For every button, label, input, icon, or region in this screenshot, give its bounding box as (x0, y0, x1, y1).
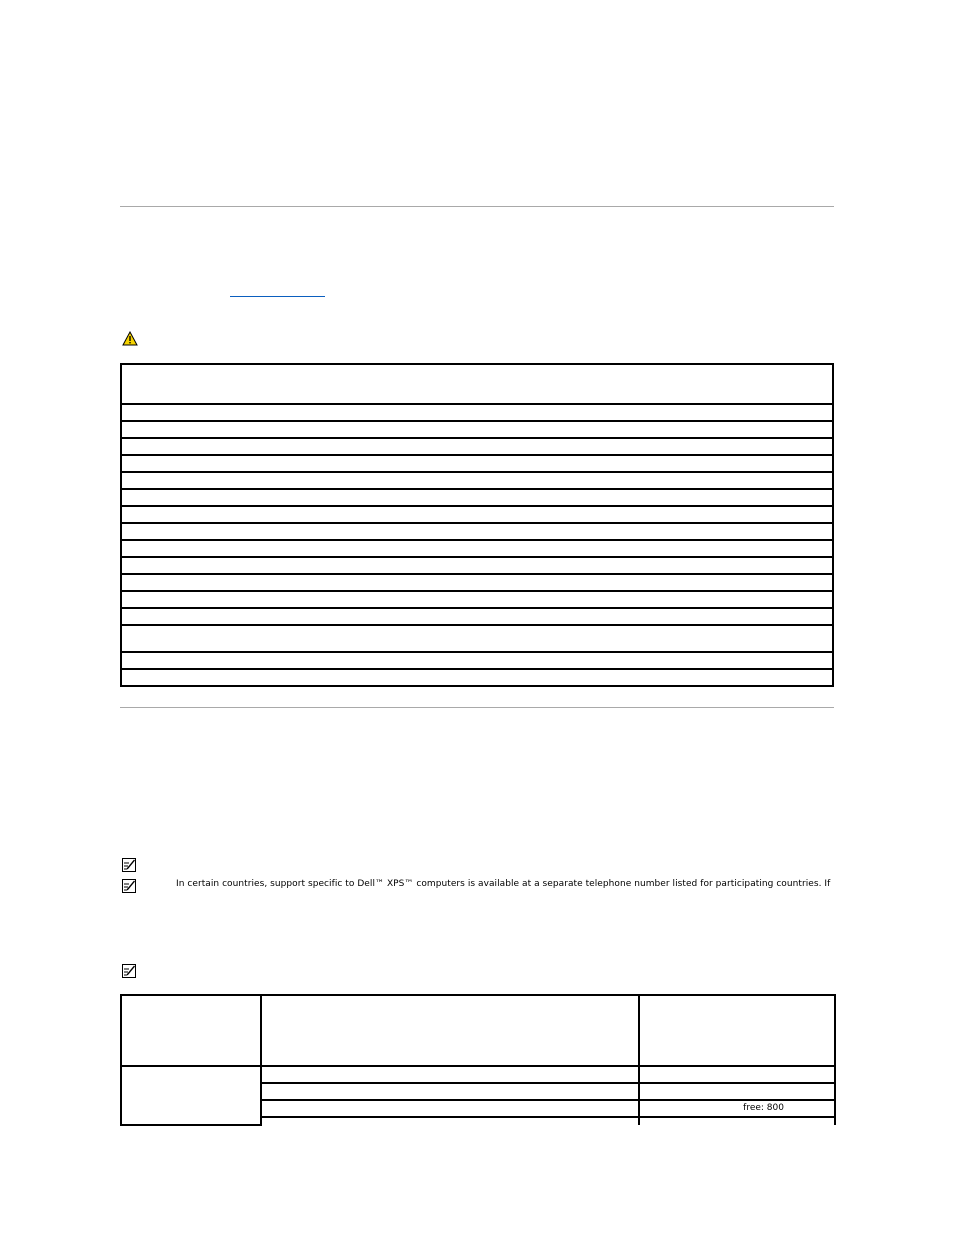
table-cell (639, 1083, 835, 1100)
caution-icon (122, 331, 138, 346)
table-row (121, 625, 833, 652)
section-divider-top (120, 206, 834, 207)
table-cell (261, 1100, 639, 1117)
table-cell (639, 1066, 835, 1083)
note-icon (122, 857, 136, 871)
contact-table (120, 994, 836, 1126)
table-row (121, 591, 833, 608)
table-row (121, 652, 833, 669)
note-icon (122, 963, 136, 977)
table-row (121, 489, 833, 506)
table-row (121, 557, 833, 574)
table-row (121, 506, 833, 523)
table-row (121, 421, 833, 438)
table-row (121, 438, 833, 455)
table-cell (261, 1083, 639, 1100)
table-row (121, 574, 833, 591)
table-header-cell (639, 995, 835, 1066)
table-cell (639, 1117, 835, 1125)
table-row (121, 669, 833, 686)
section-divider-bottom (120, 707, 834, 708)
hyperlink[interactable] (230, 283, 325, 297)
table-cell: free: 800 (639, 1100, 835, 1117)
table-row (121, 608, 833, 625)
table-cell (261, 1066, 639, 1083)
table-cell (121, 1066, 261, 1125)
table-row (121, 523, 833, 540)
table-row (121, 472, 833, 489)
note-icon (122, 878, 136, 892)
table-row (121, 455, 833, 472)
table-cell (261, 1117, 639, 1125)
table-header-cell (121, 364, 833, 404)
note-text: In certain countries, support specific to Dell™ XPS™ computers is available at a separate telephone number listed for participating countries. If (176, 879, 831, 889)
table-header-cell (121, 995, 261, 1066)
table-row (121, 404, 833, 421)
checklist-table (120, 363, 834, 687)
table-header-cell (261, 995, 639, 1066)
table-row (121, 540, 833, 557)
